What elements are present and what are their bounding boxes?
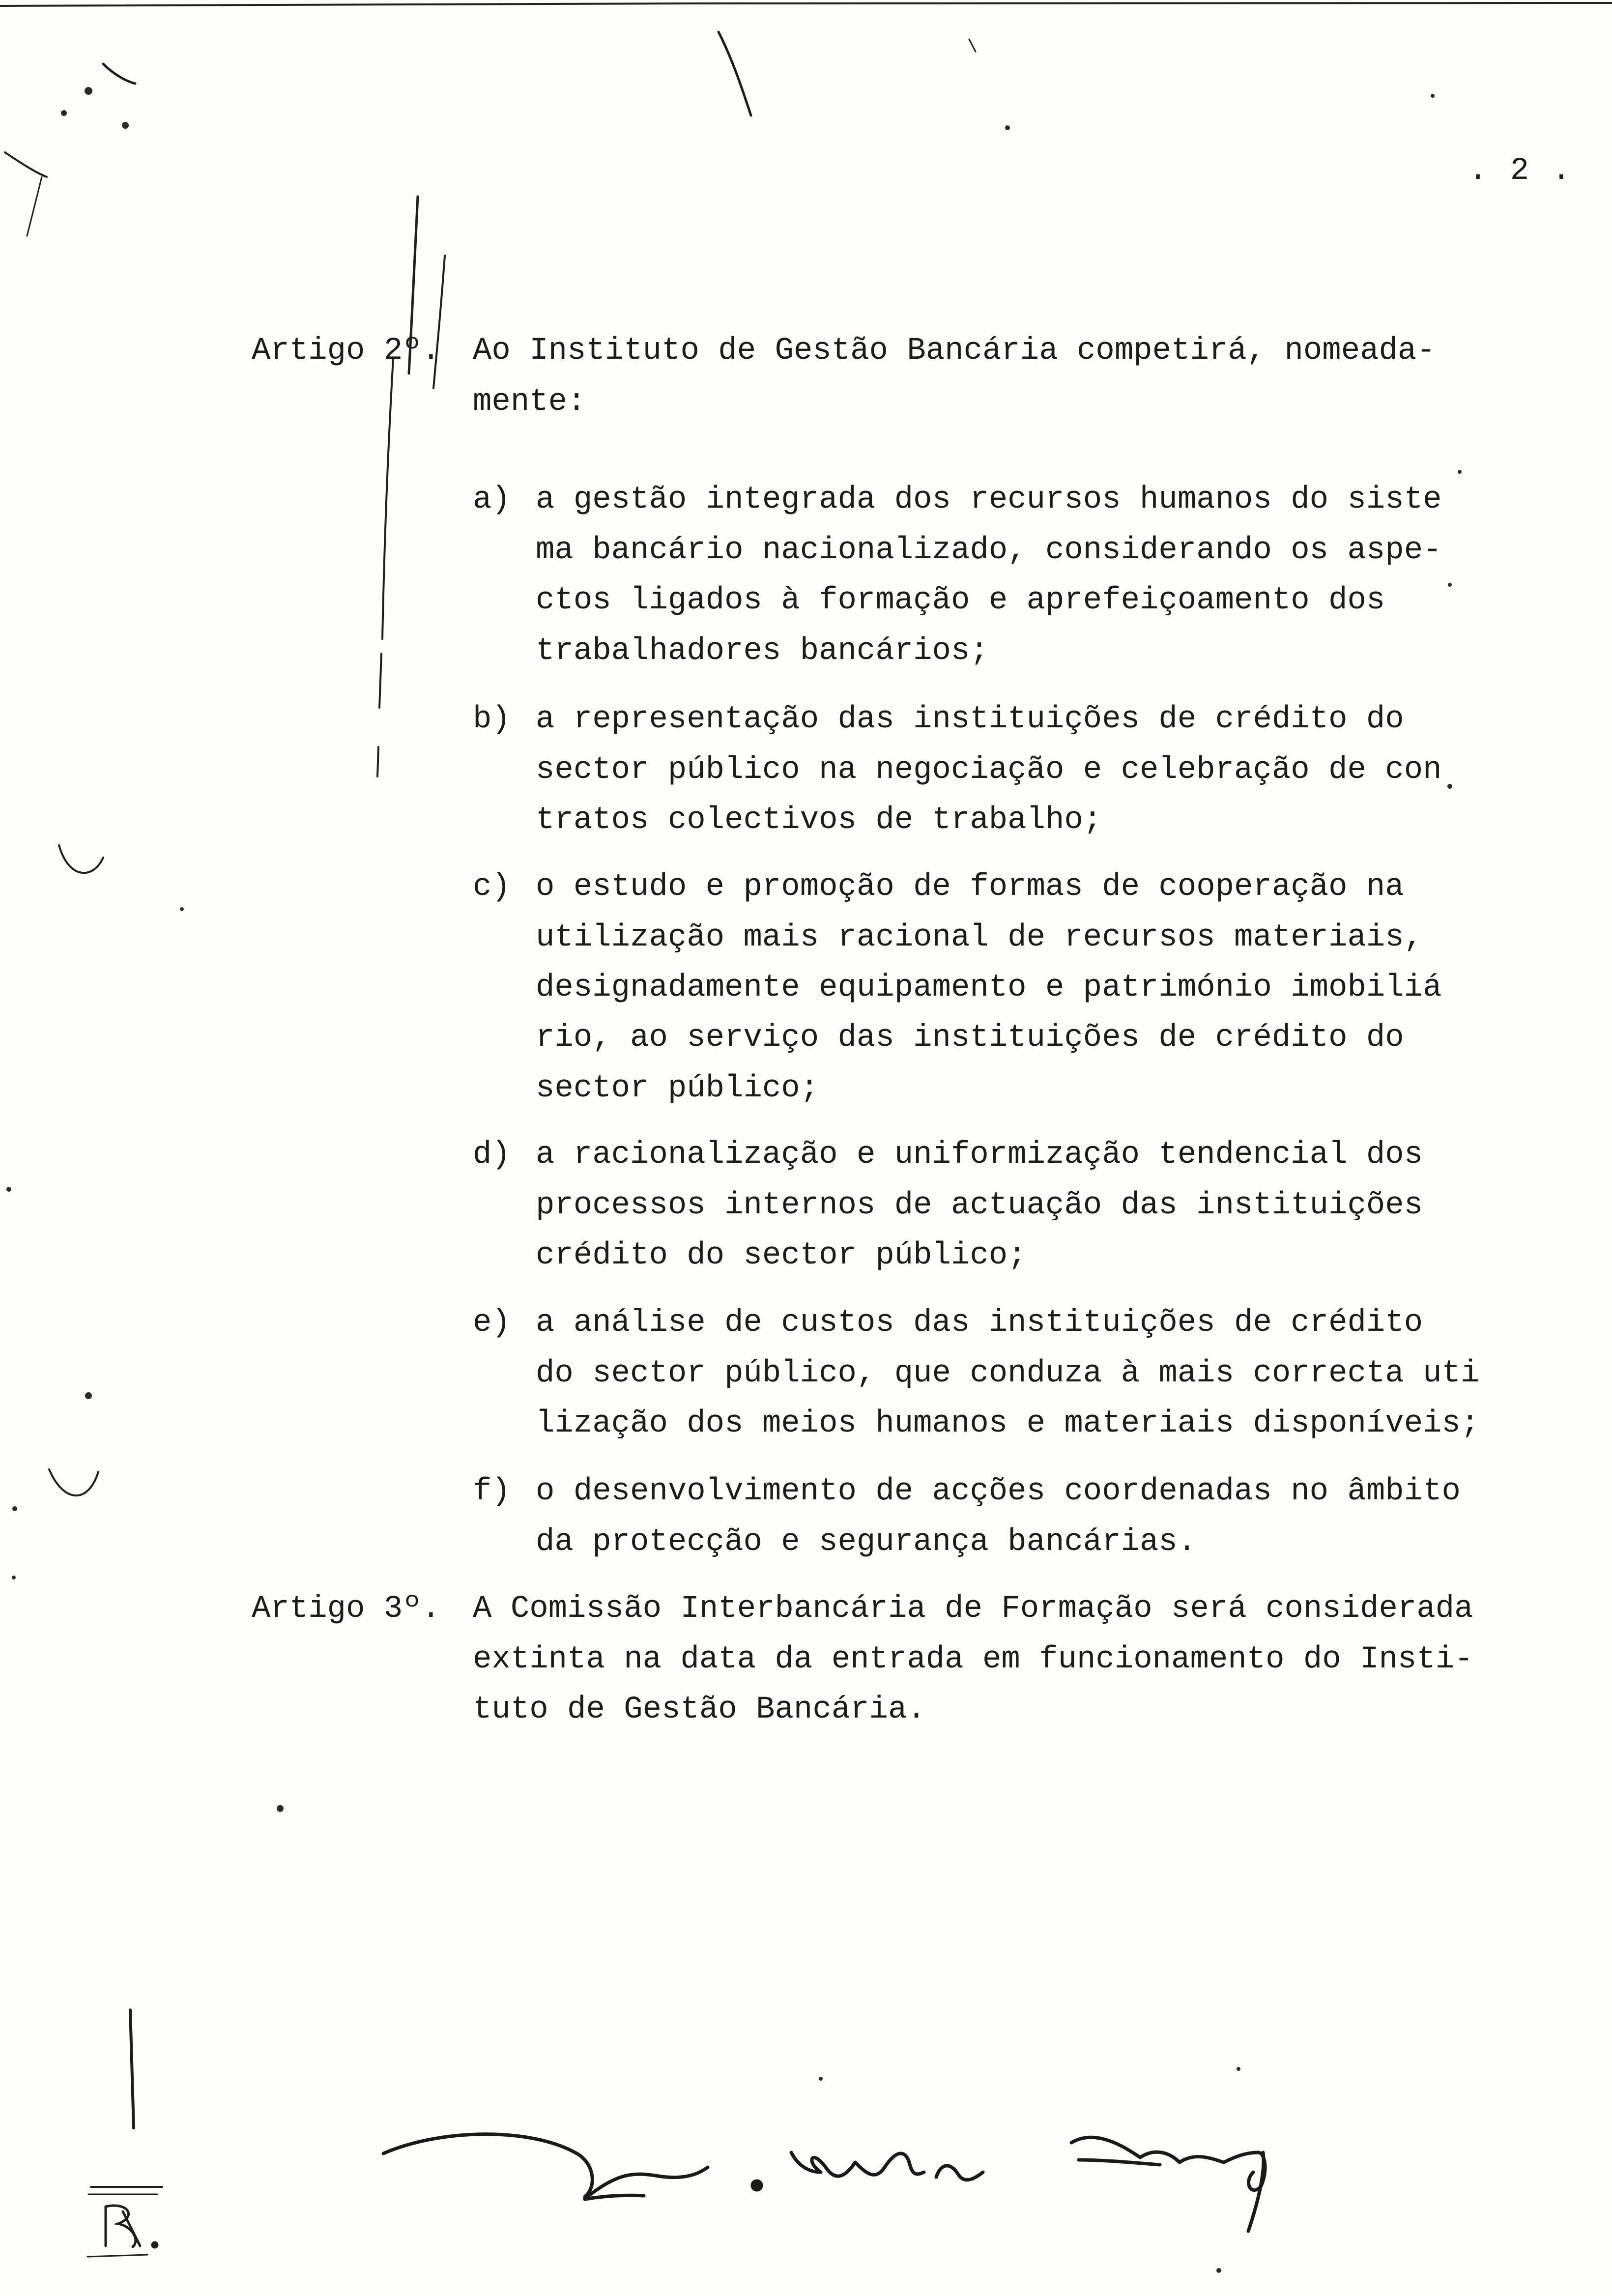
item-f-line-1: o desenvolvimento de acções coordenadas no âmbito <box>536 1474 1461 1509</box>
initials-mark <box>106 2206 157 2247</box>
item-e-line-3: lização dos meios humanos e materiais disponíveis; <box>536 1406 1480 1441</box>
item-c-line-4: rio, ao serviço das instituições de crédito do <box>536 1020 1404 1056</box>
item-b-line-3: tratos colectivos de trabalho; <box>536 803 1102 838</box>
article-3-label: Artigo 3º. <box>252 1591 441 1627</box>
item-b-line-2: sector público na negociação e celebração de con <box>536 752 1442 788</box>
article-2-label: Artigo 2º. <box>252 333 441 369</box>
item-a-marker: a) <box>473 482 511 517</box>
item-f-marker: f) <box>473 1474 511 1509</box>
item-c-marker: c) <box>473 869 511 905</box>
scan-specks <box>6 87 1462 2273</box>
item-f-line-2: da protecção e segurança bancárias. <box>536 1524 1197 1560</box>
item-e-marker: e) <box>473 1305 511 1341</box>
signature <box>383 2134 1265 2231</box>
item-d-line-2: processos internos de actuação das instituições <box>536 1188 1423 1223</box>
article-3-line-2: extinta na data da entrada em funcionamento do Insti- <box>473 1642 1473 1677</box>
item-c-line-1: o estudo e promoção de formas de cooperação na <box>536 869 1404 905</box>
page-number: . 2 . <box>1468 153 1573 189</box>
item-c-line-2: utilização mais racional de recursos materiais, <box>536 920 1423 955</box>
article-3-line-3: tuto de Gestão Bancária. <box>473 1692 926 1727</box>
item-e-line-1: a análise de custos das instituições de crédito <box>536 1305 1423 1341</box>
item-a-line-4: trabalhadores bancários; <box>536 633 989 669</box>
item-e-line-2: do sector público, que conduza à mais correcta uti <box>536 1356 1480 1391</box>
top-rule <box>0 2 1612 7</box>
article-2-intro-line-1: Ao Instituto de Gestão Bancária competirá, nomeada- <box>473 333 1436 369</box>
item-c-line-3: designadamente equipamento e património imobiliá <box>536 970 1442 1005</box>
item-c-line-5: sector público; <box>536 1071 819 1106</box>
article-2-intro-line-2: mente: <box>473 384 586 420</box>
item-a-line-1: a gestão integrada dos recursos humanos do siste <box>536 482 1442 517</box>
item-d-line-1: a racionalização e uniformização tendencial dos <box>536 1137 1423 1173</box>
item-b-marker: b) <box>473 702 511 737</box>
item-a-line-2: ma bancário nacionalizado, considerando os aspe- <box>536 533 1442 568</box>
item-b-line-1: a representação das instituições de crédito do <box>536 702 1404 737</box>
article-3-line-1: A Comissão Interbancária de Formação será considerada <box>473 1591 1473 1627</box>
item-d-line-3: crédito do sector público; <box>536 1238 1027 1273</box>
item-a-line-3: ctos ligados à formação e aprefeiçoamento dos <box>536 583 1385 618</box>
item-d-marker: d) <box>473 1137 511 1173</box>
